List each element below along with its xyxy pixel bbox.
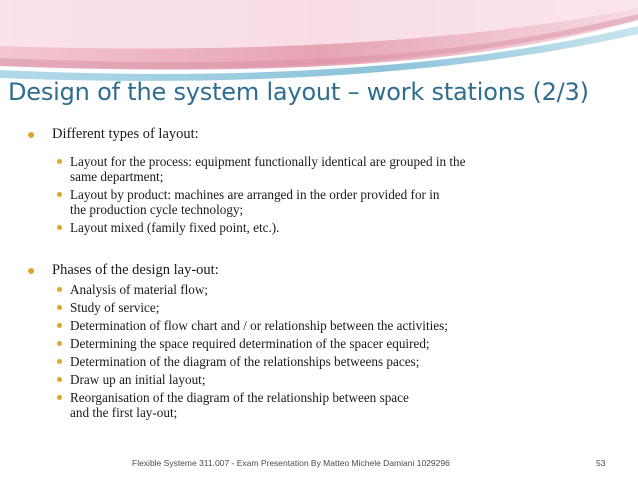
bullet-icon	[57, 192, 62, 197]
list-item	[70, 300, 159, 315]
bullet-icon	[57, 377, 62, 382]
list-item-text: Reorganisation of the diagram of the relationship between space	[70, 390, 409, 405]
list-item-text: Determining the space required determination of the spacer equired;	[70, 336, 430, 351]
list-item-text: Layout by product: machines are arranged in the order provided for in	[70, 187, 440, 202]
list-item	[70, 187, 439, 217]
list-item-text: same department;	[70, 169, 164, 184]
list-item-text: the production cycle technology;	[70, 202, 244, 217]
list-item-text: and the first lay-out;	[70, 405, 178, 420]
list-item-text: Draw up an initial layout;	[70, 372, 206, 387]
list-item	[70, 372, 206, 387]
bullet-icon	[57, 395, 62, 400]
list-item	[70, 282, 208, 297]
bullet-icon	[57, 287, 62, 292]
bullet-icon	[28, 268, 34, 274]
list-item	[70, 318, 448, 333]
list-item	[70, 390, 409, 420]
bullet-icon	[57, 305, 62, 310]
bullet-icon	[57, 359, 62, 364]
bullet-icon	[57, 225, 62, 230]
page-number: 53	[596, 458, 606, 468]
list-item	[70, 336, 430, 351]
list-item-text: Layout for the process: equipment functionally identical are grouped in the	[70, 154, 466, 169]
section-heading-text: Phases of the design lay-out:	[52, 262, 219, 278]
footer-text: Flexible Systeme 311.007 - Exam Presentation By Matteo Michele Damiani 1029296	[132, 458, 450, 468]
bullet-icon	[57, 341, 62, 346]
list-item-text: Determination of flow chart and / or relationship between the activities;	[70, 318, 448, 333]
list-item	[70, 154, 466, 184]
list-item-text: Study of service;	[70, 300, 160, 315]
bullet-icon	[57, 323, 62, 328]
list-item	[70, 354, 419, 369]
bullet-icon	[57, 159, 62, 164]
slide-footer	[0, 458, 638, 472]
list-item-text: Analysis of material flow;	[70, 282, 209, 297]
list-item-text: Determination of the diagram of the relationships betweens paces;	[70, 354, 420, 369]
section-heading-text: Different types of layout:	[52, 126, 199, 142]
slide-title: Design of the system layout – work stations (2/3)	[8, 78, 589, 106]
bullet-icon	[28, 132, 34, 138]
list-item-text: Layout mixed (family fixed point, etc.).	[70, 220, 280, 235]
list-item	[70, 220, 279, 235]
